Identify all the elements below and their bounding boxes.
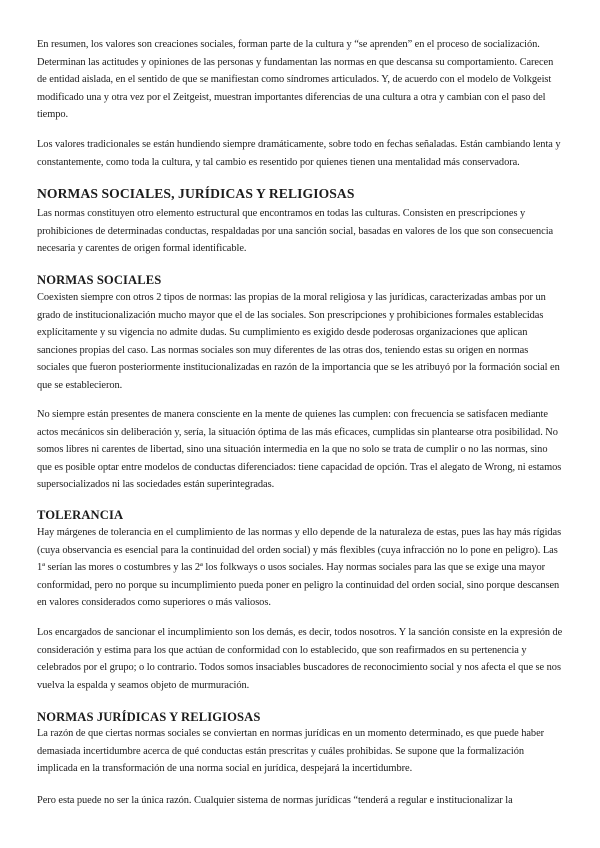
paragraph-juridicas-razon: La razón de que ciertas normas sociales se conviertan en normas jurídicas en un momento determinado, es que puede haber demasiada incertidumbre acerca de qué conductas están prescritas y cuáles prohibidas. Se supone que la formalización implicada en la transformación de una norma social en jurídica, despejará la incertidumbre. (37, 728, 545, 775)
paragraph-normas-conciencia: No siempre están presentes de manera consciente en la mente de quienes las cumplen: con frecuencia se satisfacen mediante actos mecánicos sin deliberación y, sería, la situación óptima de las más eficaces, cumplidas sin plantearse otra posibilidad. No somos libres ni carentes de libertad, sino una situación intermedia en la que no solo se trata de cumplir o no las normas, sino que es posible optar entre modelos de conductas diferenciados: tiene capacidad de opción. Tras el alegato de Wrong, ni estamos supersocializados ni las sociedades están superintegradas. (37, 409, 562, 491)
heading-tolerancia: TOLERANCIA (37, 508, 124, 522)
heading-normas-juridicas-religiosas: NORMAS JURÍDICAS Y RELIGIOSAS (37, 710, 261, 724)
paragraph-tolerancia-margenes: Hay márgenes de tolerancia en el cumplimiento de las normas y ello depende de la naturaleza de estas, pues las hay más rígidas (cuya observancia es esencial para la continuidad del orden social) y más flexibles (cuya infracción no lo pone en peligro). Las 1ª serían las mores o costumbres y las 2ª los folkways o usos sociales. Hay normas sociales para las que se exige una mayor conformidad, pero no porque su incumplimiento pueda poner en peligro la continuidad del orden social, sino porque descansen en valores considerados como superiores o más valiosos. (37, 527, 562, 609)
paragraph-normas-sociales-coexisten: Coexisten siempre con otros 2 tipos de normas: las propias de la moral religiosa y las jurídicas, caracterizadas ambas por un grado de institucionalización mucho mayor que el de las sociales. Son prescripciones y prohibiciones formales establecidas explícitamente y su vigencia no admite dudas. Su cumplimiento es exigido desde poderosas organizaciones que aplican sanciones propias del caso. Las normas sociales son muy diferentes de las otras dos, teniendo estas su origen en normas sociales que fueron posteriormente institucionalizadas en razón de la importancia que se les atribuyó por la formación social en que se establecieron. (37, 292, 560, 391)
paragraph-tolerancia-sancion: Los encargados de sancionar el incumplimiento son los demás, es decir, todos nosotros. Y la sanción consiste en la expresión de consideración y estima para los que actúan de conformidad con lo establecido, que son reafirmados en su pertenencia y celebrados por el grupo; o lo contrario. Todos somos insaciables buscadores de reconocimiento social y nos afecta el que se nos vuelva la espalda y seamos objeto de murmuración. (37, 627, 563, 691)
paragraph-juridicas-otra-razon: Pero esta puede no ser la única razón. Cualquier sistema de normas jurídicas “tenderá a regular e institucionalizar la (37, 795, 513, 806)
heading-normas-sociales-juridicas-religiosas: NORMAS SOCIALES, JURÍDICAS Y RELIGIOSAS (37, 186, 355, 201)
paragraph-normas-definicion: Las normas constituyen otro elemento estructural que encontramos en todas las culturas. Consisten en prescripciones y prohibiciones de determinadas conductas, respaldadas por una sanción social, basadas en valores de los que son consecuencia necesaria y carentes de origen formal identificable. (37, 208, 554, 255)
paragraph-valores-resumen: En resumen, los valores son creaciones sociales, forman parte de la cultura y “se aprenden” en el proceso de socialización. Determinan las actitudes y opiniones de las personas y fundamentan las normas en que descansa su comportamiento. Carecen de entidad aislada, en el sentido de que se manifiestan como síndromes articulados. Y, de acuerdo con el modelo de Volkgeist modificado una y otra vez por el Zeitgeist, muestran importantes diferencias de una cultura a otra y cambian con el paso del tiempo. (37, 39, 554, 121)
heading-normas-sociales: NORMAS SOCIALES (37, 273, 162, 287)
paragraph-valores-tradicionales: Los valores tradicionales se están hundiendo siempre dramáticamente, sobre todo en fechas señaladas. Están cambiando lenta y constantemente, como toda la cultura, y tal cambio es resentido por quienes tienen una mentalidad más conservadora. (37, 139, 561, 168)
